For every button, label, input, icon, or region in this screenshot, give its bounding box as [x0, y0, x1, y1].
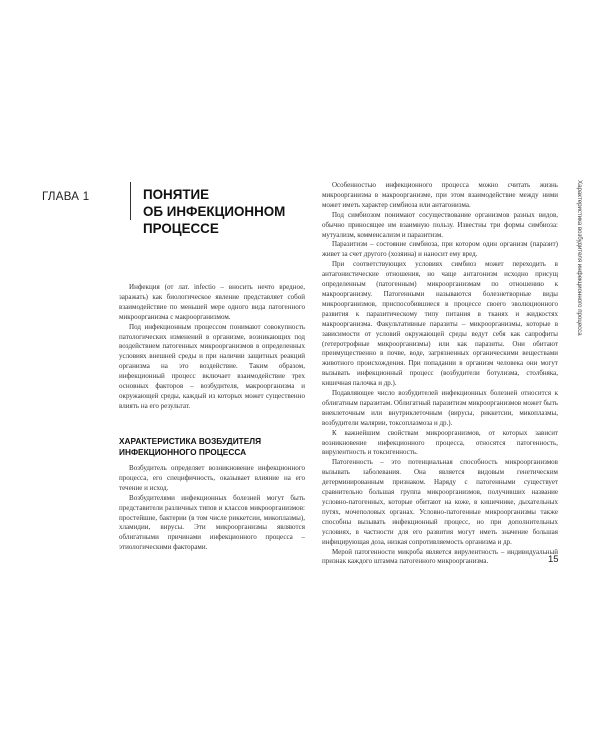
chapter-title-line: ПОНЯТИЕ [143, 187, 210, 202]
paragraph: Под симбиозом понимают сосуществование организмов разных видов, обычно приносящее им взаимную пользу. Известны три формы симбиоза: мутуализм, комменсализм и паразитизм. [322, 210, 558, 239]
paragraph: Подавляющее число возбудителей инфекционных болезней относится к облигатным паразитам. Облигатный паразитизм микроорганизмов может быть внеклеточным или внутриклеточным (вирусы, риккетсии, микоплазмы, возбудители малярии, токсоплазмоза и др.). [322, 389, 558, 427]
paragraph: Под инфекционным процессом понимают совокупность патологических изменений в организме, возникающих под воздействием патогенных микроорганизмов в определенных условиях внешней среды и при наличии защитных реакций организма на это воздействие. Таким образом, инфекционный процесс включает взаимодействие трех основных факторов – возбудителя, макроорганизма и окружающей среды, каждый из которых может существенно влиять на его результат. [119, 322, 305, 410]
chapter-title [143, 186, 293, 237]
paragraph: Возбудителями инфекционных болезней могут быть представители различных типов и классов микроорганизмов: простейшие, бактерии (в том числе риккетсии, микоплазмы), хламидии, вирусы. Эти микроорганизмы являются облигатными причинами инфекционного процесса – этиологическими факторами. [119, 493, 305, 552]
chapter-title-line: ОБ ИНФЕКЦИОННОМ [143, 204, 286, 219]
paragraph: К важнейшим свойствам микроорганизмов, от которых зависит возникновение инфекционного процесса, относятся патогенность, вирулентность и токсигенность. [322, 428, 558, 457]
paragraph: Возбудитель определяет возникновение инфекционного процесса, его специфичность, оказывает влияние на его течение и исход. [119, 464, 305, 492]
running-head-text: Характеристика возбудителя инфекционного процесса [576, 180, 583, 336]
chapter-divider [130, 182, 131, 220]
paragraph: Мерой патогенности микроба является вирулентность – индивидуальный признак каждого штамма патогенного микроорганизма. [322, 547, 558, 566]
section-heading-line: ХАРАКТЕРИСТИКА ВОЗБУДИТЕЛЯ [119, 436, 262, 446]
chapter-title-line: ПРОЦЕССЕ [143, 221, 219, 236]
section-heading-line: ИНФЕКЦИОННОГО ПРОЦЕССА [119, 447, 247, 457]
paragraph: Особенностью инфекционного процесса можно считать жизнь микроорганизма в макроорганизме, при этом взаимодействие между ними может иметь характер симбиоза или антагонизма. [322, 181, 558, 209]
page-number: 15 [548, 554, 559, 565]
left-column-intro [119, 283, 305, 412]
chapter-label: ГЛАВА 1 [42, 191, 90, 203]
running-head [574, 180, 588, 395]
paragraph: Патогенность – это потенциальная способность микроорганизмов вызывать заболевания. Она является видовым генетическим детерминированным признаком. Наряду с патогенными существует сравнительно большая группа микроорганизмов, получивших название условно-патогенных, которые обитают на коже, в кишечнике, дыхательных путях, мочеполовых органах. Условно-патогенные микроорганизмы также способны вызывать инфекционный процесс, но при дополнительных условиях, в частности для его развития могут иметь значение большая инфицирующая доза, низкая сопротивляемость организма и др. [322, 458, 558, 546]
paragraph: При соответствующих условиях симбиоз может переходить в антагонистические отношения, но чаще антагонизм исходно присущ определенным (патогенным) микроорганизмам по отношению к макроорганизму. Патогенными называются болезнетворные виды микроорганизмов, приспособившиеся в процессе своего эволюционного развития к паразитическому типу питания в тканях и жидкостях макроорганизма. Факультативные паразиты – микроорганизмы, которые в зависимости от условий окружающей среды ведут себя как сапрофиты (гетеротрофные микроорганизмы) или как паразиты. Они обитают преимущественно в почве, воде, загрязненных органическими веществами животного происхождения. При попадании в организм человека они могут вызывать инфекционный процесс (возбудители ботулизма, столбняка, кишечная палочка и др.). [322, 260, 558, 388]
right-column [322, 181, 558, 567]
paragraph: Паразитизм – состояние симбиоза, при котором один организм (паразит) живет за счет другого (хозяина) и наносит ему вред. [322, 240, 558, 259]
section-heading [119, 436, 305, 458]
left-column-section [119, 464, 305, 553]
paragraph: Инфекция (от лат. infectio – вносить нечто вредное, заражать) как биологическое явление представляет собой взаимодействие по меньшей мере одного вида патогенного микроорганизма с макроорганизмом. [119, 283, 305, 321]
